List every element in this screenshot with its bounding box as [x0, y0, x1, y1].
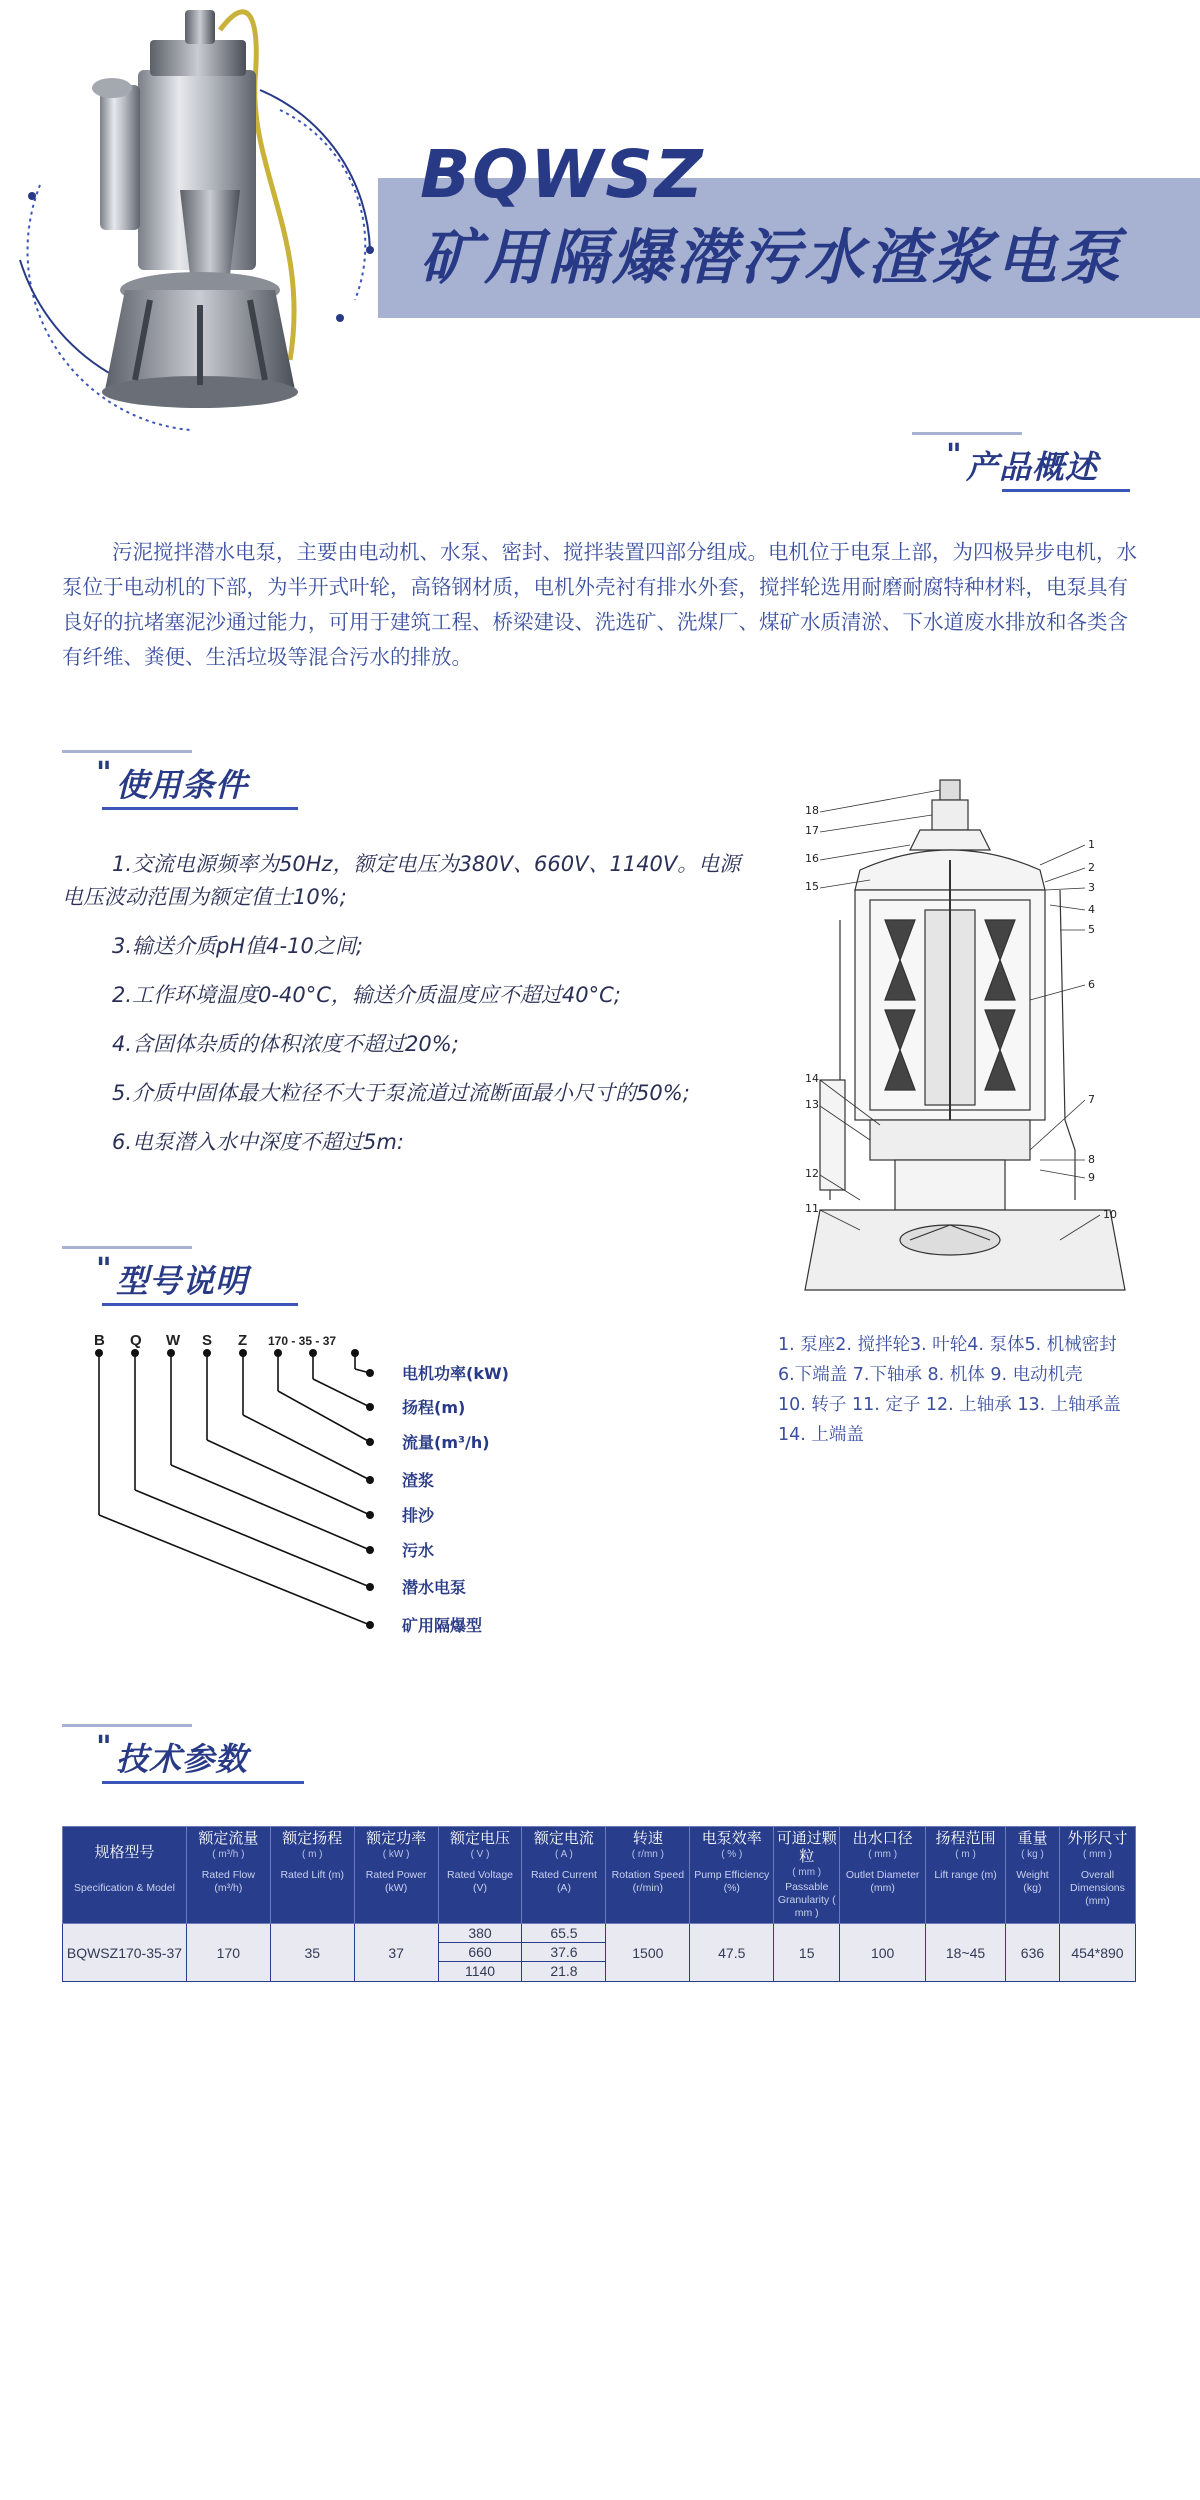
table-header-cell: 扬程范围 ( m ) Lift range (m) — [926, 1827, 1006, 1924]
table-header-cell: 出水口径 ( mm ) Outlet Diameter (mm) — [840, 1827, 926, 1924]
diagram-number: 11 — [805, 1202, 819, 1215]
spec-table — [62, 1826, 1136, 1982]
diagram-number: 12 — [805, 1167, 819, 1180]
legend-line: 10. 转子 11. 定子 12. 上轴承 13. 上轴承盖 — [778, 1395, 1121, 1415]
legend-line: 1. 泵座2. 搅拌轮3. 叶轮4. 泵体5. 机械密封 — [778, 1335, 1117, 1355]
pump-product-image — [0, 0, 400, 440]
cell-granularity: 15 — [774, 1924, 840, 1982]
diagram-number: 7 — [1088, 1093, 1095, 1106]
model-letter: B — [94, 1332, 105, 1349]
cell-voltage — [438, 1924, 522, 1982]
diagram-number: 15 — [805, 880, 819, 893]
cell-lift: 35 — [270, 1924, 354, 1982]
voltage-value: 660 — [439, 1943, 522, 1962]
table-header-cell: 规格型号 Specification & Model — [63, 1827, 187, 1924]
model-label: 污水 — [402, 1541, 435, 1560]
section-heading-specs: " 技术参数 — [62, 1724, 312, 1784]
diagram-number: 8 — [1088, 1153, 1095, 1166]
diagram-number: 5 — [1088, 923, 1095, 936]
model-label: 矿用隔爆型 — [402, 1616, 483, 1635]
product-title: 矿用隔爆潜污水渣浆电泵 — [420, 223, 1124, 293]
overview-paragraph: 污泥搅拌潜水电泵，主要由电动机、水泵、密封、搅拌装置四部分组成。电机位于电泵上部，为四极异步电机，水泵位于电动机的下部，为半开式叶轮，高铬钢材质，电机外壳衬有排水外套，搅拌轮选用耐磨耐腐特种材料，电泵具有良好的抗堵塞泥沙通过能力，可用于建筑工程、桥梁建设、洗选矿、洗煤厂、煤矿水质清淤、下水道废水排放和各类含有纤维、粪便、生活垃圾等混合污水的排放。 — [62, 540, 1137, 669]
voltage-value: 380 — [439, 1924, 522, 1943]
current-value: 65.5 — [522, 1924, 605, 1943]
condition-item: 2.工作环境温度0-40°C，输送介质温度应不超过40°C; — [112, 983, 621, 1007]
cell-weight: 636 — [1006, 1924, 1060, 1982]
cell-lift-range: 18~45 — [926, 1924, 1006, 1982]
table-header-cell: 转速 ( r/mn ) Rotation Speed (r/min) — [606, 1827, 690, 1924]
model-label: 潜水电泵 — [402, 1578, 467, 1597]
voltage-value: 1140 — [464, 1963, 496, 1979]
table-header-cell: 重量 ( kg ) Weight (kg) — [1006, 1827, 1060, 1924]
model-letter: Z — [238, 1332, 248, 1349]
cell-efficiency: 47.5 — [690, 1924, 774, 1982]
diagram-number: 17 — [805, 824, 819, 837]
diagram-number: 14 — [805, 1072, 819, 1085]
current-value: 37.6 — [522, 1943, 605, 1962]
model-label: 排沙 — [402, 1506, 435, 1525]
table-header-cell: 外形尺寸 ( mm ) Overall Dimensions (mm) — [1059, 1827, 1135, 1924]
section-heading-overview-label: 产品概述 — [966, 448, 1099, 486]
table-header-cell: 额定流量 ( m³/h ) Rated Flow (m³/h) — [186, 1827, 270, 1924]
diagram-legend — [778, 1330, 1178, 1450]
diagram-number: 16 — [805, 852, 819, 865]
model-letter: W — [166, 1332, 181, 1349]
section-heading-overview: " 产品概述 — [912, 432, 1132, 492]
legend-line: 6.下端盖 7.下轴承 8. 机体 9. 电动机壳 — [778, 1365, 1083, 1385]
table-header-cell: 电泵效率 ( % ) Pump Efficiency (%) — [690, 1827, 774, 1924]
condition-item: 3.输送介质pH值4-10之间; — [112, 934, 363, 958]
diagram-number: 6 — [1088, 978, 1095, 991]
model-code-diagram — [80, 1325, 560, 1655]
table-header-cell: 额定扬程 ( m ) Rated Lift (m) — [270, 1827, 354, 1924]
pump-cross-section-diagram — [800, 770, 1130, 1300]
diagram-number: 10 — [1103, 1208, 1117, 1221]
diagram-number: 13 — [805, 1098, 819, 1111]
model-label: 渣浆 — [402, 1471, 435, 1490]
section-heading-conditions: " 使用条件 — [62, 750, 302, 810]
cell-flow: 170 — [186, 1924, 270, 1982]
cell-current — [522, 1924, 606, 1982]
diagram-number: 2 — [1088, 861, 1095, 874]
section-heading-conditions-label: 使用条件 — [116, 766, 249, 804]
table-header-cell: 额定电流 ( A ) Rated Current (A) — [522, 1827, 606, 1924]
model-label: 电机功率(kW) — [402, 1364, 509, 1383]
model-letter: S — [202, 1332, 213, 1349]
model-label: 扬程(m) — [402, 1398, 466, 1417]
condition-item: 6.电泵潜入水中深度不超过5m: — [112, 1130, 404, 1154]
model-label: 流量(m³/h) — [402, 1433, 490, 1452]
condition-item: 电压波动范围为额定值士10%; — [62, 885, 347, 909]
model-code: 170 - 35 - 37 — [268, 1334, 337, 1348]
diagram-number: 18 — [805, 804, 819, 817]
condition-item: 1.交流电源频率为50Hz，额定电压为380V、660V、1140V。电源 — [112, 852, 741, 876]
cell-power: 37 — [354, 1924, 438, 1982]
cell-speed: 1500 — [606, 1924, 690, 1982]
diagram-number: 1 — [1088, 838, 1095, 851]
condition-item: 4.含固体杂质的体积浓度不超过20%; — [112, 1032, 459, 1056]
section-heading-model: " 型号说明 — [62, 1246, 302, 1306]
diagram-number: 3 — [1088, 881, 1095, 894]
table-header-cell: 额定功率 ( kW ) Rated Power (kW) — [354, 1827, 438, 1924]
table-header-cell: 可通过颗粒 ( mm ) Passable Granularity ( mm ) — [774, 1827, 840, 1924]
product-model: BQWSZ — [420, 136, 705, 213]
model-letter: Q — [130, 1332, 142, 1349]
cell-dimensions: 454*890 — [1059, 1924, 1135, 1982]
condition-item: 5.介质中固体最大粒径不大于泵流道过流断面最小尺寸的50%; — [112, 1081, 690, 1105]
table-header-cell: 额定电压 ( V ) Rated Voltage (V) — [438, 1827, 522, 1924]
section-heading-specs-label: 技术参数 — [116, 1740, 249, 1778]
table-header-row — [63, 1827, 1136, 1924]
cell-model: BQWSZ170-35-37 — [63, 1924, 187, 1982]
legend-line: 14. 上端盖 — [778, 1425, 864, 1445]
diagram-number: 4 — [1088, 903, 1095, 916]
section-heading-model-label: 型号说明 — [116, 1262, 249, 1300]
conditions-list — [62, 848, 742, 1175]
cell-outlet: 100 — [840, 1924, 926, 1982]
table-row — [63, 1924, 1136, 1982]
diagram-number: 9 — [1088, 1171, 1095, 1184]
current-value: 21.8 — [550, 1963, 578, 1979]
